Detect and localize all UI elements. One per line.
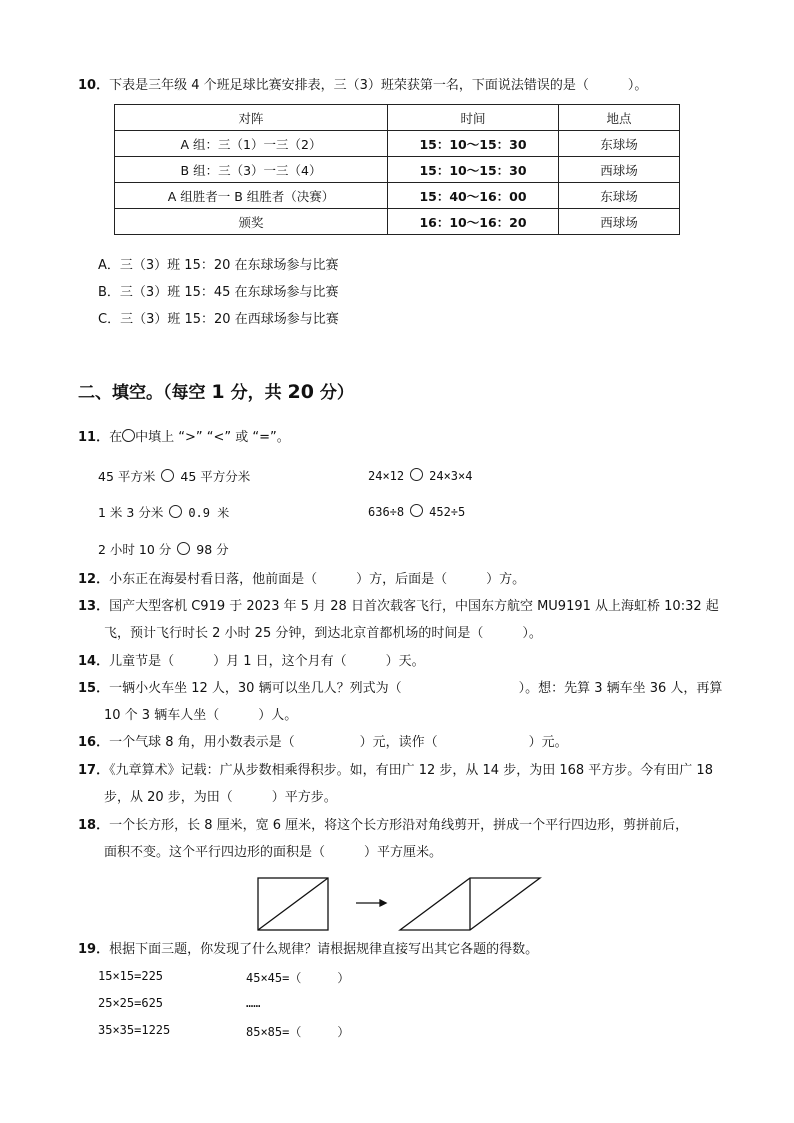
arrow-head-icon xyxy=(380,900,386,906)
q10-option-c: C．三（3）班 15：20 在西球场参与比赛 xyxy=(98,312,339,327)
table-row xyxy=(115,209,680,235)
q13-line1 xyxy=(78,597,719,617)
section-title-prefix: 二、填空。（每空 xyxy=(78,383,212,403)
compare-left: 2 小时 10 分 xyxy=(98,542,172,557)
q10-text: 下表是三年级 4 个班足球比赛安排表，三（3）班荣获第一名，下面说法错误的是（ ）。 xyxy=(109,78,648,93)
q10-option-b: B．三（3）班 15：45 在东球场参与比赛 xyxy=(98,285,339,300)
pattern-question: 85×85=（ ） xyxy=(246,1025,350,1039)
q12 xyxy=(78,570,525,590)
q16 xyxy=(78,733,568,753)
answer-circle[interactable] xyxy=(169,505,182,518)
answer-circle[interactable] xyxy=(161,469,174,482)
compare-item xyxy=(98,503,229,521)
table-cell: 15：10～15：30 xyxy=(388,131,559,157)
pattern-question: 45×45=（ ） xyxy=(246,971,350,985)
q17-text-line1: 《九章算术》记载：广从步数相乘得积步。如，有田广 12 步，从 14 步，为田 168 平方步。今有田广 18 xyxy=(109,763,713,778)
table-cell: 西球场 xyxy=(559,157,680,183)
table-cell: 东球场 xyxy=(559,183,680,209)
q19-number: 19． xyxy=(78,942,110,957)
table-row xyxy=(115,183,680,209)
compare-right: 45 平方分米 xyxy=(180,469,251,484)
pattern-example: 15×15=225 xyxy=(98,969,164,983)
q19-text: 根据下面三题，你发现了什么规律？请根据规律直接写出其它各题的得数。 xyxy=(109,942,539,957)
compare-left: 45 平方米 xyxy=(98,469,156,484)
q10-option-a: A．三（3）班 15：20 在东球场参与比赛 xyxy=(98,258,339,273)
compare-right: 452÷5 xyxy=(429,505,466,519)
q14 xyxy=(78,652,425,672)
table-header-row xyxy=(115,105,680,131)
table-cell: 西球场 xyxy=(559,209,680,235)
section-title-total: 20 xyxy=(287,381,314,403)
q14-number: 14． xyxy=(78,654,110,669)
q18-number: 18． xyxy=(78,818,110,833)
table-header-cell: 对阵 xyxy=(115,105,388,131)
pattern-example: 35×35=1225 xyxy=(98,1023,171,1037)
table-cell: 15：40～16：00 xyxy=(388,183,559,209)
table-cell: A 组胜者一 B 组胜者（决赛） xyxy=(115,183,388,209)
q16-text: 一个气球 8 角，用小数表示是（ ）元，读作（ ）元。 xyxy=(109,735,568,750)
answer-circle[interactable] xyxy=(177,542,190,555)
table-header-cell: 地点 xyxy=(559,105,680,131)
table-cell: 15：10～15：30 xyxy=(388,157,559,183)
q12-number: 12． xyxy=(78,572,110,587)
q11-stem xyxy=(78,428,290,448)
q10-number: 10． xyxy=(78,78,110,93)
rectangle-to-parallelogram-figure xyxy=(250,872,550,936)
q13-text-line1: 国产大型客机 C919 于 2023 年 5 月 28 日首次载客飞行，中国东方航空 MU9191 从上海虹桥 10:32 起 xyxy=(109,599,719,614)
compare-item xyxy=(98,540,229,558)
table-row xyxy=(115,131,680,157)
pattern-ellipsis: …… xyxy=(246,996,261,1010)
q10-stem xyxy=(78,76,647,96)
table-cell: 16：10～16：20 xyxy=(388,209,559,235)
q18-line1 xyxy=(78,816,688,836)
section-title-mid: 分，共 xyxy=(224,383,288,403)
q18-text-line2: 面积不变。这个平行四边形的面积是（ ）平方厘米。 xyxy=(104,845,443,860)
compare-item xyxy=(368,468,472,483)
q16-number: 16． xyxy=(78,735,110,750)
q17-line1 xyxy=(78,761,713,781)
table-cell: B 组：三（3）一三（4） xyxy=(115,157,388,183)
q15-text-line2: 10 个 3 辆车人坐（ ）人。 xyxy=(104,708,298,723)
compare-right: 0.9 米 xyxy=(188,506,230,520)
section-title-suffix: 分） xyxy=(313,383,354,403)
q19-stem xyxy=(78,940,538,960)
table-cell: A 组：三（1）一三（2） xyxy=(115,131,388,157)
compare-right: 98 分 xyxy=(196,542,229,557)
schedule-table xyxy=(114,104,680,235)
table-row xyxy=(115,157,680,183)
q13-number: 13． xyxy=(78,599,110,614)
q13-text-line2: 飞，预计飞行时长 2 小时 25 分钟，到达北京首都机场的时间是（ ）。 xyxy=(104,626,542,641)
q14-text: 儿童节是（ ）月 1 日，这个月有（ ）天。 xyxy=(109,654,425,669)
q11-post: 中填上 “>” “<” 或 “=”。 xyxy=(135,430,290,445)
compare-left: 24×12 xyxy=(368,469,405,483)
compare-left: 1 米 3 分米 xyxy=(98,505,164,520)
compare-item xyxy=(98,467,250,485)
compare-left: 636÷8 xyxy=(368,505,405,519)
answer-circle[interactable] xyxy=(410,468,423,481)
compare-item xyxy=(368,504,465,519)
q12-text: 小东正在海晏村看日落，他前面是（ ）方，后面是（ ）方。 xyxy=(109,572,526,587)
pattern-example: 25×25=625 xyxy=(98,996,164,1010)
q15-text-line1: 一辆小火车坐 12 人，30 辆可以坐几人？列式为（ ）。想：先算 3 辆车坐 36 人，再算 xyxy=(109,681,723,696)
q15-line1 xyxy=(78,679,722,699)
section-title-points: 1 xyxy=(211,381,225,403)
circle-icon xyxy=(122,429,135,442)
answer-circle[interactable] xyxy=(410,504,423,517)
section-title xyxy=(78,378,354,403)
q11-number: 11． xyxy=(78,430,110,445)
q18-text-line1: 一个长方形，长 8 厘米，宽 6 厘米，将这个长方形沿对角线剪开，拼成一个平行四边形，剪拼前后， xyxy=(109,818,689,833)
q17-text-line2: 步，从 20 步，为田（ ）平方步。 xyxy=(104,790,337,805)
q15-number: 15． xyxy=(78,681,110,696)
diagonal-line xyxy=(258,878,328,930)
table-header-cell: 时间 xyxy=(388,105,559,131)
q17-number: 17． xyxy=(78,763,110,778)
q11-pre: 在 xyxy=(109,430,123,445)
table-cell: 颁奖 xyxy=(115,209,388,235)
compare-right: 24×3×4 xyxy=(429,469,473,483)
table-cell: 东球场 xyxy=(559,131,680,157)
